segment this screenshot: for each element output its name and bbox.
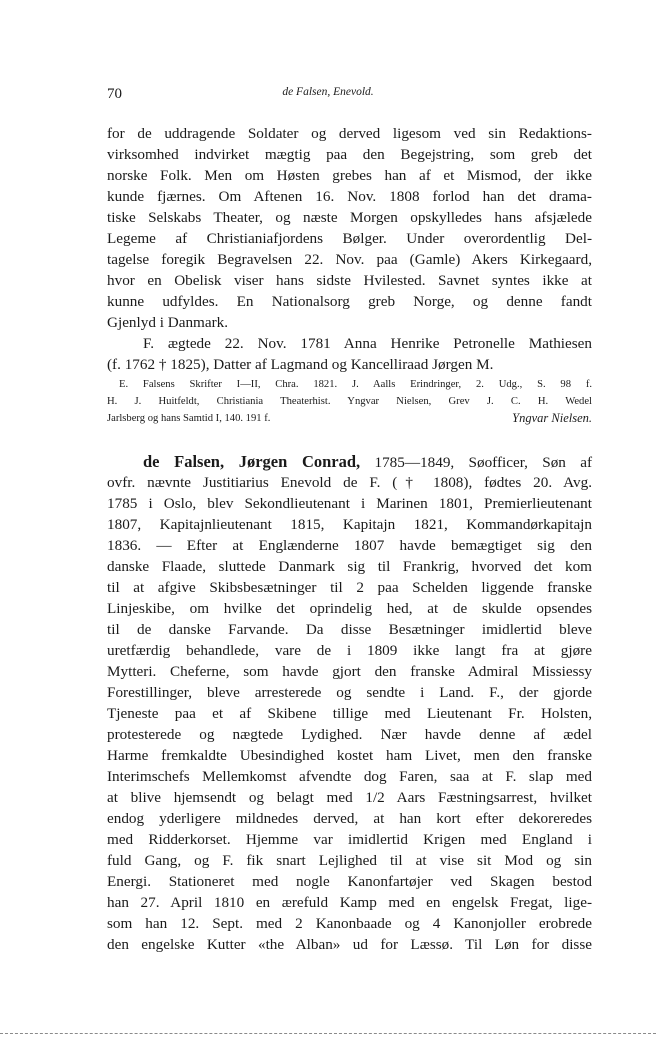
text-line: med Ridderkorset. Hjemme var imidlertid Krigen med England i [107, 831, 592, 848]
entry-heading-line [143, 451, 592, 473]
text-line: som han 12. Sept. med 2 Kanonbaade og 4 Kanonjoller erobrede [107, 915, 592, 932]
text-line: endog yderligere mildnedes derved, at han kort efter dekoreredes [107, 810, 592, 827]
text-line: ovfr. nævnte Justitiarius Enevold de F. († 1808), fødtes 20. Avg. [107, 474, 592, 491]
text-line: tiske Selskabs Theater, og næste Morgen opskylledes hans afsjælede [107, 209, 592, 226]
text-line: Legeme af Christianiafjordens Bølger. Under overordentlig Del- [107, 230, 592, 247]
text-line: kunde fjærnes. Om Aftenen 16. Nov. 1808 forlod han det drama- [107, 188, 592, 205]
text-line: Interimschefs Mellemkomst afvendte dog Faren, saa at F. slap med [107, 768, 592, 785]
entry-heading-rest: 1785—1849, Søofficer, Søn af [374, 454, 593, 471]
text-line: Linjeskibe, om hvilke det oprindelig hed, at de skulde opsendes [107, 600, 592, 617]
text-line: protesterede og nægtede Lydighed. Nær havde denne af ædel [107, 726, 592, 743]
text-line: for de uddragende Soldater og derved ligesom ved sin Redaktions- [107, 125, 592, 142]
text-line: Energi. Stationeret med nogle Kanonfartøjer ved Skagen bestod [107, 873, 592, 890]
author-signature: Yngvar Nielsen. [512, 411, 592, 425]
text-line: Forestillinger, bleve arresterede og sendte i Land. F., der gjorde [107, 684, 592, 701]
running-head: de Falsen, Enevold. [282, 86, 374, 98]
text-line: kunne udfyldes. En Nationalsorg greb Norge, og denne fandt [107, 293, 592, 310]
text-line: Tjeneste paa et af Skibene tillige med Lieutenant Fr. Holsten, [107, 705, 592, 722]
text-line: til at afgive Skibsbesætninger til 2 paa Schelden liggende franske [107, 579, 592, 596]
text-line: (f. 1762 † 1825), Datter af Lagmand og Kancelliraad Jørgen M. [107, 356, 494, 373]
text-line: til de danske Farvande. Da disse Besætninger imidlertid bleve [107, 621, 592, 638]
text-line: 1836. — Efter at Englænderne 1807 havde bemægtiget sig den [107, 537, 592, 554]
entry-heading: de Falsen, Jørgen Conrad, [143, 452, 361, 471]
text-line: tagelse foregik Begravelsen 22. Nov. paa (Gamle) Akers Kirkegaard, [107, 251, 592, 268]
text-line: 1807, Kapitajnlieutenant 1815, Kapitajn 1821, Kommandørkapitajn [107, 516, 592, 533]
reference-note: H. J. Huitfeldt, Christiania Theaterhist. Yngvar Nielsen, Grev J. C. H. Wedel [107, 396, 592, 407]
text-line: Mytteri. Cheferne, som havde gjort den franske Admiral Missiessy [107, 663, 592, 680]
page-bottom-rule [0, 1033, 656, 1034]
text-line: norske Folk. Men om Høsten grebes han af et Mismod, der ikke [107, 167, 592, 184]
text-line: han 27. April 1810 en ærefuld Kamp med en engelsk Fregat, lige- [107, 894, 592, 911]
reference-note [107, 410, 592, 427]
text-line: Harme fremkaldte Ubesindighed kostet ham Livet, men den franske [107, 747, 592, 764]
reference-note: E. Falsens Skrifter I—II, Chra. 1821. J. Aalls Erindringer, 2. Udg., S. 98 f. [119, 379, 592, 390]
text-line: fuld Gang, og F. fik snart Lejlighed til at vise sit Mod og sin [107, 852, 592, 869]
reference-note-text: Jarlsberg og hans Samtid I, 140. 191 f. [107, 413, 271, 424]
text-line: danske Flaade, sluttede Danmark sig til Frankrig, hvorved det kom [107, 558, 592, 575]
text-line: Gjenlyd i Danmark. [107, 314, 229, 331]
text-line: virksomhed indvirket mægtig paa den Begejstring, som greb det [107, 146, 592, 163]
page-number: 70 [107, 86, 122, 102]
text-line: 1785 i Oslo, blev Sekondlieutenant i Marinen 1801, Premierlieutenant [107, 495, 592, 512]
text-line: uretfærdig behandlede, vare de i 1809 ikke langt fra at gjøre [107, 642, 592, 659]
text-line: den engelske Kutter «the Alban» ud for Læssø. Til Løn for disse [107, 936, 592, 953]
text-line: at blive hjemsendt og belagt med 1/2 Aars Fæstningsarrest, hvilket [107, 789, 592, 806]
text-line: hvor en Obelisk viser hans sidste Hvilested. Savnet syntes ikke at [107, 272, 592, 289]
text-line: F. ægtede 22. Nov. 1781 Anna Henrike Petronelle Mathiesen [143, 335, 592, 352]
